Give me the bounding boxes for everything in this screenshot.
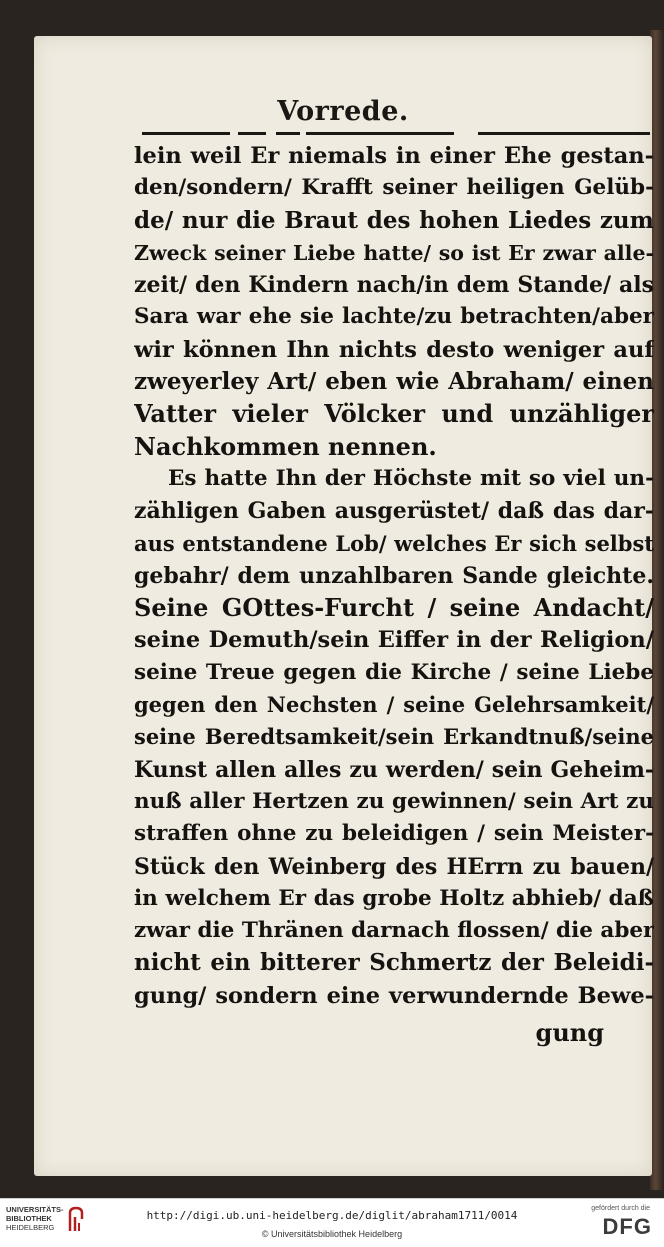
rule-gap xyxy=(266,130,276,137)
text-line: seine Beredtsamkeit/sein Erkandtnuß/seine xyxy=(134,724,654,750)
catchword: gung xyxy=(535,1018,604,1047)
text-line: zwar die Thränen darnach flossen/ die aber xyxy=(134,918,654,944)
text-line: gebahr/ dem unzahlbaren Sande gleichte. xyxy=(134,562,654,589)
funding-note: gefördert durch die xyxy=(591,1205,650,1212)
text-line: wir können Ihn nichts desto weniger auf xyxy=(134,336,654,363)
text-line: seine Treue gegen die Kirche / seine Liebe xyxy=(134,659,654,685)
text-line: de/ nur die Braut des hohen Liedes zum xyxy=(134,206,654,234)
text-line: zweyerley Art/ eben wie Abraham/ einen xyxy=(134,368,654,396)
dfg-logo[interactable]: DFG xyxy=(602,1214,652,1239)
body-text xyxy=(134,140,654,1012)
rule-gap xyxy=(454,130,478,137)
text-line: seine Demuth/sein Eiffer in der Religion/ xyxy=(134,627,654,654)
text-line: gung/ sondern eine verwundernde Bewe- xyxy=(134,982,654,1009)
text-line: nuß aller Hertzen zu gewinnen/ sein Art zu xyxy=(134,788,654,814)
library-name-line: UNIVERSITÄTS- xyxy=(6,1205,64,1214)
book-page xyxy=(34,36,652,1176)
text-line: zähligen Gaben ausgerüstet/ daß das dar- xyxy=(134,498,654,525)
text-line: Seine GOttes-Furcht / seine Andacht/ xyxy=(134,593,654,623)
text-line: Zweck seiner Liebe hatte/ so ist Er zwar alle- xyxy=(134,240,654,265)
copyright-notice: © Universitätsbibliothek Heidelberg xyxy=(261,1229,403,1239)
text-line: Vatter vieler Völcker und unzähliger xyxy=(134,399,654,429)
text-line: Kunst allen alles zu werden/ sein Geheim- xyxy=(134,756,654,783)
text-line: Nachkommen nennen. xyxy=(134,431,437,461)
text-line: straffen ohne zu beleidigen / sein Meister- xyxy=(134,821,654,847)
permalink-url[interactable]: http://digi.ub.uni-heidelberg.de/diglit/abraham1711/0014 xyxy=(146,1209,518,1222)
rule-gap xyxy=(230,130,238,137)
text-line: lein weil Er niemals in einer Ehe gestan- xyxy=(134,143,654,169)
text-line: nicht ein bitterer Schmertz der Beleidi- xyxy=(134,949,654,977)
text-line: gegen den Nechsten / seine Gelehrsamkeit/ xyxy=(134,692,654,718)
text-line: zeit/ den Kindern nach/in dem Stande/ als xyxy=(134,272,654,299)
text-line: in welchem Er das grobe Holtz abhieb/ daß xyxy=(134,885,654,911)
text-line: den/sondern/ Krafft seiner heiligen Gelüb- xyxy=(134,175,654,201)
text-line: Stück den Weinberg des HErrn zu bauen/ xyxy=(134,853,654,880)
text-line: aus entstandene Lob/ welches Er sich selbst xyxy=(134,530,654,556)
rule-gap xyxy=(300,130,306,137)
viewer-footer xyxy=(0,1198,664,1247)
header-rule xyxy=(142,132,650,135)
text-line: Es hatte Ihn der Höchste mit so viel un- xyxy=(168,465,654,491)
library-name-line: HEIDELBERG xyxy=(6,1223,55,1232)
text-line: Sara war ehe sie lachte/zu betrachten/aber xyxy=(134,304,654,330)
library-name-line: BIBLIOTHEK xyxy=(6,1214,52,1223)
page-header: Vorrede. xyxy=(277,96,409,127)
